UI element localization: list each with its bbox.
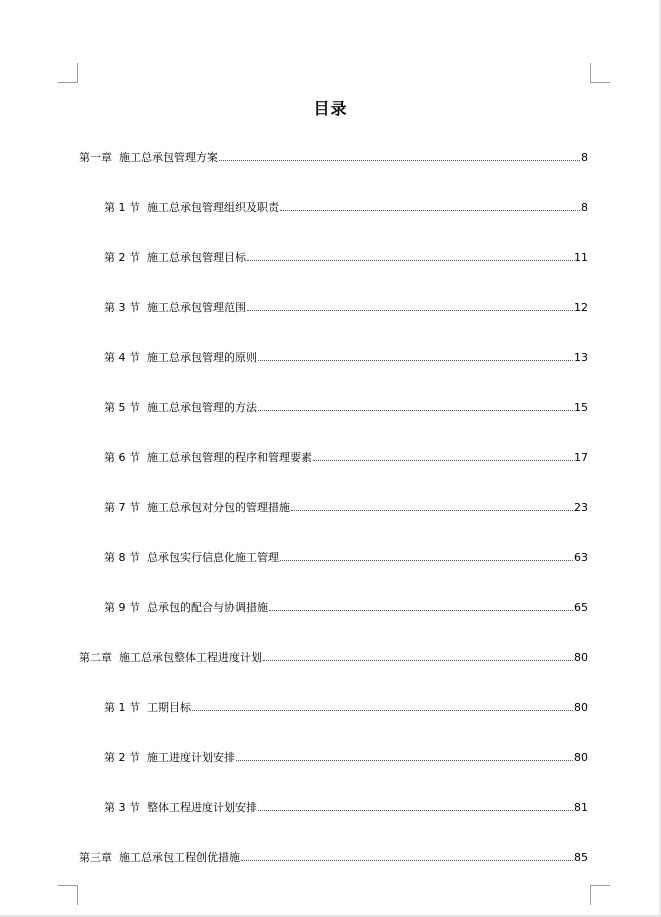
toc-entry-text: 施工总承包对分包的管理措施: [147, 501, 290, 514]
toc-entry-chapter[interactable]: [79, 651, 588, 665]
toc-entry-number: 第 7 节: [104, 501, 140, 514]
toc-entry-section[interactable]: [104, 801, 588, 815]
toc-title: 目录: [313, 99, 348, 118]
toc-entry-text: 施工进度计划安排: [147, 751, 235, 764]
toc-entry-page: 8: [581, 151, 588, 164]
toc-entry-section[interactable]: [104, 351, 588, 365]
toc-leader-dots: [263, 660, 573, 661]
toc-entry-text: 施工总承包管理组织及职责: [147, 201, 279, 214]
toc-entry-page: 12: [574, 301, 588, 314]
toc-leader-dots: [247, 260, 573, 261]
toc-entry-number: 第 6 节: [104, 451, 140, 464]
toc-entry-text: 总承包实行信息化施工管理: [147, 551, 279, 564]
toc-entry-text: 施工总承包管理范围: [147, 301, 246, 314]
toc-entry-section[interactable]: [104, 451, 588, 465]
toc-entry-number: 第二章: [79, 651, 112, 664]
toc-entry-section[interactable]: [104, 201, 588, 215]
toc-entry-page: 65: [574, 601, 588, 614]
toc-leader-dots: [280, 560, 573, 561]
toc-entry-number: 第 3 节: [104, 301, 140, 314]
toc-entry-text: 施工总承包管理的程序和管理要素: [147, 451, 312, 464]
toc-entry-text: 施工总承包管理方案: [119, 151, 218, 164]
toc-entry-page: 63: [574, 551, 588, 564]
toc-leader-dots: [280, 210, 580, 211]
toc-entry-page: 81: [574, 801, 588, 814]
toc-entry-number: 第 9 节: [104, 601, 140, 614]
toc-entry-text: 施工总承包工程创优措施: [119, 851, 240, 864]
toc-entry-page: 17: [574, 451, 588, 464]
toc-entry-page: 80: [574, 751, 588, 764]
toc-leader-dots: [258, 410, 573, 411]
toc-leader-dots: [269, 610, 573, 611]
toc-entry-number: 第 1 节: [104, 701, 140, 714]
toc-entry-section[interactable]: [104, 551, 588, 565]
toc-entry-section[interactable]: [104, 601, 588, 615]
toc-leader-dots: [291, 510, 573, 511]
toc-entry-page: 13: [574, 351, 588, 364]
toc-leader-dots: [258, 810, 573, 811]
toc-leader-dots: [241, 860, 573, 861]
toc-entry-section[interactable]: [104, 701, 588, 715]
toc-entry-section[interactable]: [104, 251, 588, 265]
toc-entry-chapter[interactable]: [79, 851, 588, 865]
toc-leader-dots: [192, 710, 573, 711]
toc-entry-page: 80: [574, 651, 588, 664]
toc-entry-text: 工期目标: [147, 701, 191, 714]
toc-entry-page: 85: [574, 851, 588, 864]
toc-entry-number: 第 5 节: [104, 401, 140, 414]
toc-leader-dots: [219, 160, 580, 161]
toc-entry-number: 第 3 节: [104, 801, 140, 814]
toc-entry-page: 80: [574, 701, 588, 714]
toc-leader-dots: [258, 360, 573, 361]
toc-entry-number: 第 2 节: [104, 251, 140, 264]
toc-entry-section[interactable]: [104, 751, 588, 765]
toc-entry-number: 第 1 节: [104, 201, 140, 214]
toc-entry-number: 第一章: [79, 151, 112, 164]
toc-entry-number: 第 2 节: [104, 751, 140, 764]
toc-leader-dots: [313, 460, 573, 461]
toc-entry-number: 第三章: [79, 851, 112, 864]
toc-entry-section[interactable]: [104, 301, 588, 315]
toc-entry-text: 施工总承包整体工程进度计划: [119, 651, 262, 664]
toc-entry-text: 施工总承包管理的方法: [147, 401, 257, 414]
toc-entry-section[interactable]: [104, 401, 588, 415]
toc-entry-text: 整体工程进度计划安排: [147, 801, 257, 814]
toc-entry-page: 11: [574, 251, 588, 264]
toc-entry-section[interactable]: [104, 501, 588, 515]
toc-entry-page: 23: [574, 501, 588, 514]
toc-entry-chapter[interactable]: [79, 151, 588, 165]
toc-leader-dots: [247, 310, 573, 311]
toc-entry-number: 第 8 节: [104, 551, 140, 564]
toc-entry-text: 施工总承包管理的原则: [147, 351, 257, 364]
toc-entry-page: 15: [574, 401, 588, 414]
toc-entry-text: 总承包的配合与协调措施: [147, 601, 268, 614]
toc-entry-number: 第 4 节: [104, 351, 140, 364]
toc-entry-page: 8: [581, 201, 588, 214]
toc-entry-text: 施工总承包管理目标: [147, 251, 246, 264]
toc-leader-dots: [236, 760, 573, 761]
